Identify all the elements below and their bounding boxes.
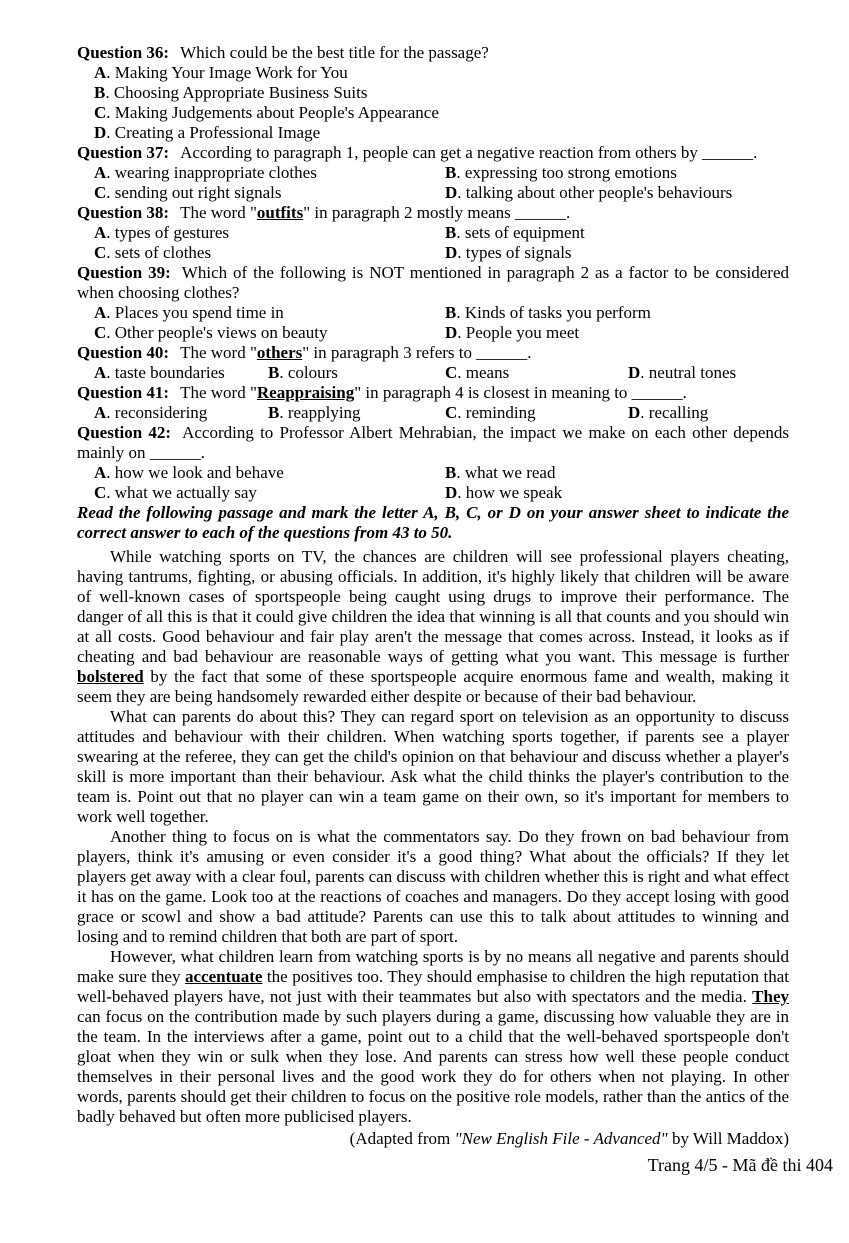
option [445, 163, 789, 183]
question-number: Question 39: [77, 263, 171, 282]
option-text: Kinds of tasks you perform [464, 303, 651, 322]
option [628, 403, 789, 423]
option-letter: D [445, 483, 458, 502]
option-letter: D [445, 323, 458, 342]
option [94, 83, 789, 103]
option-text: colours [287, 363, 338, 382]
question-block-36 [77, 43, 789, 143]
question-number: Question 37: [77, 143, 170, 162]
option [445, 223, 789, 243]
option-separator: . [456, 463, 465, 482]
question-text: According to paragraph 1, people can get a negative reaction from others by ______. [180, 143, 758, 162]
option-letter: C [94, 183, 107, 202]
option [94, 323, 445, 343]
question-text: The word "Reappraising" in paragraph 4 is closest in meaning to ______. [180, 383, 687, 402]
option-letter: B [268, 403, 280, 422]
option-separator: . [106, 123, 115, 142]
option-letter: A [94, 303, 107, 322]
question-stem [77, 383, 789, 403]
option-text: reapplying [287, 403, 361, 422]
passage-paragraph-4: However, what children learn from watching sports is by no means all negative and parents should make sure they accentuate the positives too. They should emphasise to children the high reputation that well-behaved players have, not just with their teammates but also with spectators and the media. They can focus on the contribution made by such players during a game, discussing how valuable they are in the team. In the interviews after a game, point out to a child that the well-behaved sportspeople don't gloat when they win or sulk when they lose. And parents can stress how well these people conduct themselves in their personal lives and the good work they do for others when not playing. In other words, parents should get their children to focus on the positive role models, rather than the antics of the badly behaved but often more publicised players. [77, 947, 789, 1126]
option-separator: . [457, 363, 466, 382]
option-text: Choosing Appropriate Business Suits [113, 83, 368, 102]
option-letter: D [628, 363, 641, 382]
option [445, 483, 789, 503]
option [94, 163, 445, 183]
option-text: Other people's views on beauty [114, 323, 328, 342]
question-block-41 [77, 383, 789, 423]
option-separator: . [106, 363, 115, 382]
option-separator: . [456, 163, 465, 182]
option-letter: D [445, 183, 458, 202]
question-text: The word "outfits" in paragraph 2 mostly means ______. [180, 203, 571, 222]
option-letter: B [445, 463, 457, 482]
option-separator: . [106, 403, 115, 422]
options-grid [77, 163, 789, 203]
option-separator: . [456, 303, 465, 322]
option [94, 123, 789, 143]
option-separator: . [106, 243, 115, 262]
option-letter: B [445, 163, 457, 182]
option-separator: . [106, 463, 115, 482]
option-letter: A [94, 163, 107, 182]
option [268, 363, 445, 383]
option [445, 363, 628, 383]
question-stem [77, 43, 789, 63]
question-block-42 [77, 423, 789, 503]
question-number: Question 42: [77, 423, 172, 442]
option-text: how we look and behave [114, 463, 284, 482]
reading-passage [77, 547, 789, 1149]
option-text: Creating a Professional Image [114, 123, 321, 142]
option-letter: A [94, 363, 107, 382]
option-letter: C [94, 103, 107, 122]
option-letter: A [94, 403, 107, 422]
question-number: Question 36: [77, 43, 170, 62]
option [94, 183, 445, 203]
option [445, 243, 789, 263]
question-block-37 [77, 143, 789, 203]
options-list [77, 63, 789, 143]
option-separator: . [457, 183, 466, 202]
question-stem [77, 423, 789, 463]
option [445, 323, 789, 343]
options-grid [77, 223, 789, 263]
question-block-38 [77, 203, 789, 263]
option-text: what we actually say [114, 483, 257, 502]
option [94, 223, 445, 243]
option-text: how we speak [465, 483, 563, 502]
option-text: expressing too strong emotions [464, 163, 677, 182]
option [445, 463, 789, 483]
option-text: sending out right signals [114, 183, 282, 202]
passage-paragraph-2: What can parents do about this? They can regard sport on television as an opportunity to discuss attitudes and behaviour with their children. When watching sports together, if parents see a player swearing at the referee, they can get the child's opinion on that behaviour and discuss whether a player's skill is more important than their behaviour. Ask what the child thinks the player's contribution to the team is. Point out that no player can win a team game on their own, so it's important for members to work well together. [77, 707, 789, 826]
option-text: talking about other people's behaviours [465, 183, 733, 202]
option-text: means [465, 363, 510, 382]
question-text: According to Professor Albert Mehrabian, the impact we make on each other depends mainly on ______. [77, 423, 789, 462]
option [445, 403, 628, 423]
option-text: Making Your Image Work for You [114, 63, 348, 82]
question-stem [77, 263, 789, 303]
option-separator: . [457, 243, 466, 262]
option-text: reconsidering [114, 403, 208, 422]
option-separator: . [105, 83, 114, 102]
option-letter: C [94, 483, 107, 502]
option [94, 483, 445, 503]
option-text: reminding [465, 403, 536, 422]
option [445, 303, 789, 323]
option-separator: . [457, 323, 466, 342]
option [94, 243, 445, 263]
option-text: sets of clothes [114, 243, 212, 262]
option-letter: B [268, 363, 280, 382]
question-text: Which of the following is NOT mentioned in paragraph 2 as a factor to be considered when choosing clothes? [77, 263, 790, 302]
option-separator: . [640, 403, 649, 422]
option [94, 463, 445, 483]
page-footer: Trang 4/5 - Mã đề thi 404 [647, 1155, 833, 1175]
option-letter: A [94, 223, 107, 242]
option-text: types of signals [465, 243, 572, 262]
questions-section [77, 43, 789, 503]
option [94, 403, 268, 423]
passage-paragraph-3: Another thing to focus on is what the commentators say. Do they frown on bad behaviour from players, think it's amusing or even consider it's a good thing? What about the officials? If they let players get away with a clear foul, parents can discuss with children whether this is right and what effect it has on the game. Look too at the reactions of coaches and managers. Do they accept losing with good grace or scowl and show a bad attitude? Parents can use this to talk about attitudes to winning and losing and to remind children that both are part of sport. [77, 827, 789, 946]
option [94, 303, 445, 323]
option-text: taste boundaries [114, 363, 225, 382]
option-letter: D [94, 123, 107, 142]
option-letter: D [445, 243, 458, 262]
option-letter: A [94, 463, 107, 482]
option-letter: D [628, 403, 641, 422]
reading-instruction: Read the following passage and mark the letter A, B, C, or D on your answer sheet to indicate the correct answer to each of the questions from 43 to 50. [77, 503, 789, 542]
question-number: Question 38: [77, 203, 170, 222]
option-text: what we read [464, 463, 556, 482]
option-separator: . [106, 303, 115, 322]
option-text: wearing inappropriate clothes [114, 163, 317, 182]
question-stem [77, 143, 789, 163]
options-grid [77, 463, 789, 503]
option-separator: . [106, 183, 115, 202]
passage-paragraph-1: While watching sports on TV, the chances are children will see professional players cheating, having tantrums, fighting, or abusing officials. In addition, it's highly likely that children will be aware of well-known cases of sportspeople being caught using drugs to improve their performance. The danger of all this is that it could give children the idea that winning is all that counts and you should win at all costs. Good behaviour and fair play aren't the message that comes across. Instead, it looks as if cheating and bad behaviour are reasonable ways of getting what you want. This message is further bolstered by the fact that some of these sportspeople acquire enormous fame and wealth, making it seem they are being handsomely rewarded either despite or because of their bad behaviour. [77, 547, 789, 706]
question-number: Question 40: [77, 343, 170, 362]
option-separator: . [279, 363, 288, 382]
option-text: types of gestures [114, 223, 230, 242]
option-letter: B [94, 83, 106, 102]
options-grid [77, 303, 789, 343]
question-stem [77, 203, 789, 223]
option-separator: . [457, 483, 466, 502]
option-separator: . [106, 223, 115, 242]
passage-attribution: (Adapted from "New English File - Advanced" by Will Maddox) [349, 1129, 789, 1148]
option-text: People you meet [465, 323, 580, 342]
option [445, 183, 789, 203]
option-separator: . [279, 403, 288, 422]
question-block-39 [77, 263, 789, 343]
option-separator: . [106, 63, 115, 82]
option-separator: . [106, 163, 115, 182]
question-text: Which could be the best title for the passage? [180, 43, 489, 62]
options-grid [77, 363, 789, 383]
option-separator: . [106, 103, 115, 122]
question-text: The word "others" in paragraph 3 refers to ______. [180, 343, 532, 362]
option [94, 103, 789, 123]
option-text: sets of equipment [464, 223, 585, 242]
exam-page [77, 43, 833, 1175]
question-number: Question 41: [77, 383, 170, 402]
option [268, 403, 445, 423]
option [94, 363, 268, 383]
option-letter: C [445, 403, 458, 422]
option-letter: A [94, 63, 107, 82]
options-grid [77, 403, 789, 423]
option-letter: B [445, 303, 457, 322]
option-text: neutral tones [648, 363, 737, 382]
option [628, 363, 789, 383]
option-text: recalling [648, 403, 709, 422]
option-separator: . [640, 363, 649, 382]
option-separator: . [106, 483, 115, 502]
option-separator: . [106, 323, 115, 342]
question-stem [77, 343, 789, 363]
option-separator: . [456, 223, 465, 242]
option-text: Places you spend time in [114, 303, 284, 322]
question-block-40 [77, 343, 789, 383]
option-text: Making Judgements about People's Appearance [114, 103, 439, 122]
option-letter: C [94, 243, 107, 262]
option-letter: C [445, 363, 458, 382]
option [94, 63, 789, 83]
option-letter: B [445, 223, 457, 242]
option-letter: C [94, 323, 107, 342]
option-separator: . [457, 403, 466, 422]
